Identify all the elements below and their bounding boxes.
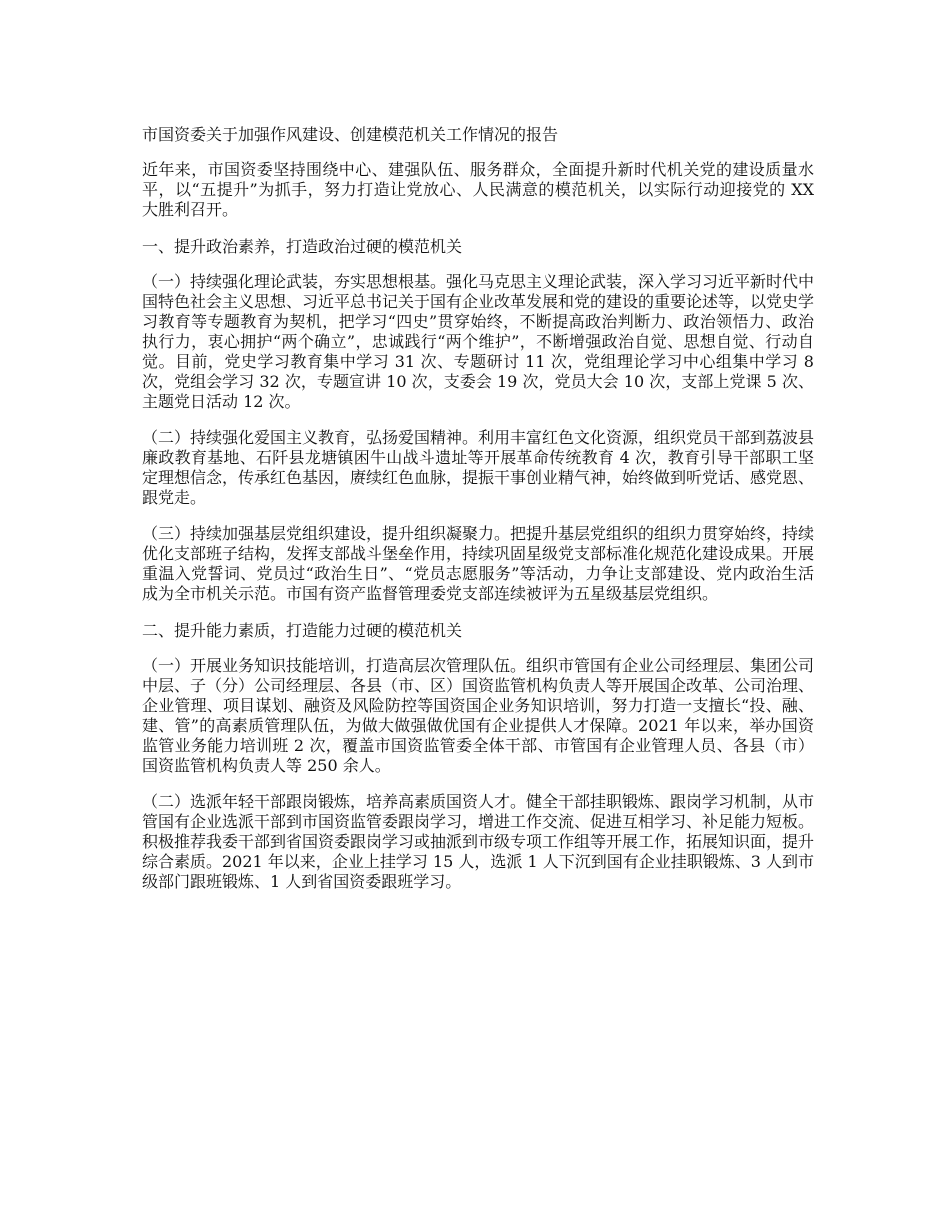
section2-paragraph-1: （一）开展业务知识技能培训，打造高层次管理队伍。组织市管国有企业公司经理层、集团公司中层、子（分）公司经理层、各县（市、区）国资监管机构负责人等开展国企改革、公司治理、企业管理、项目谋划、融资及风险防控等国资国企业务知识培训，努力打造一支擅长“投、融、建、管”的高素质管理队伍，为做大做强做优国有企业提供人才保障。2021 年以来，举办国资监管业务能力培训班 2 次，覆盖市国资监管委全体干部、市管国有企业管理人员、各县（市）国资监管机构负责人等 250 余人。 xyxy=(142,656,815,775)
document-title: 市国资委关于加强作风建设、创建模范机关工作情况的报告 xyxy=(142,125,559,144)
section-heading-2: 二、提升能力素质，打造能力过硬的模范机关 xyxy=(142,621,463,640)
document-page xyxy=(142,124,814,908)
section-heading-1: 一、提升政治素养，打造政治过硬的模范机关 xyxy=(142,237,463,256)
section1-paragraph-1: （一）持续强化理论武装，夯实思想根基。强化马克思主义理论武装，深入学习习近平新时代中国特色社会主义思想、习近平总书记关于国有企业改革发展和党的建设的重要论述等，以党史学习教育等专题教育为契机，把学习“四史”贯穿始终，不断提高政治判断力、政治领悟力、政治执行力，衷心拥护“两个确立”，忠诚践行“两个维护”，不断增强政治自觉、思想自觉、行动自觉。目前，党史学习教育集中学习 31 次、专题研讨 11 次，党组理论学习中心组集中学习 8 次，党组会学习 32 次，专题宣讲 10 次，支委会 19 次，党员大会 10 次，支部上党课 5 次、主题党日活动 12 次。 xyxy=(142,272,815,411)
intro-paragraph: 近年来，市国资委坚持围绕中心、建强队伍、服务群众，全面提升新时代机关党的建设质量水平，以“五提升”为抓手，努力打造让党放心、人民满意的模范机关，以实际行动迎接党的 XX 大胜利召开。 xyxy=(142,160,814,219)
section1-paragraph-2: （二）持续强化爱国主义教育，弘扬爱国精神。利用丰富红色文化资源，组织党员干部到荔波县廉政教育基地、石阡县龙塘镇困牛山战斗遗址等开展革命传统教育 4 次，教育引导干部职工坚定理想信念，传承红色基因，赓续红色血脉，提振干事创业精气神，始终做到听党话、感党恩、跟党走。 xyxy=(142,428,815,507)
section2-paragraph-2: （二）选派年轻干部跟岗锻炼，培养高素质国资人才。健全干部挂职锻炼、跟岗学习机制，从市管国有企业选派干部到市国资监管委跟岗学习，增进工作交流、促进互相学习、补足能力短板。积极推荐我委干部到省国资委跟岗学习或抽派到市级专项工作组等开展工作，拓展知识面，提升综合素质。2021 年以来，企业上挂学习 15 人，选派 1 人下沉到国有企业挂职锻炼、3 人到市级部门跟班锻炼、1 人到省国资委跟班学习。 xyxy=(142,792,815,891)
section1-paragraph-3: （三）持续加强基层党组织建设，提升组织凝聚力。把提升基层党组织的组织力贯穿始终，持续优化支部班子结构，发挥支部战斗堡垒作用，持续巩固星级党支部标准化规范化建设成果。开展重温入党誓词、党员过“政治生日”、“党员志愿服务”等活动，力争让支部建设、党内政治生活成为全市机关示范。市国有资产监督管理委党支部连续被评为五星级基层党组织。 xyxy=(142,524,815,603)
